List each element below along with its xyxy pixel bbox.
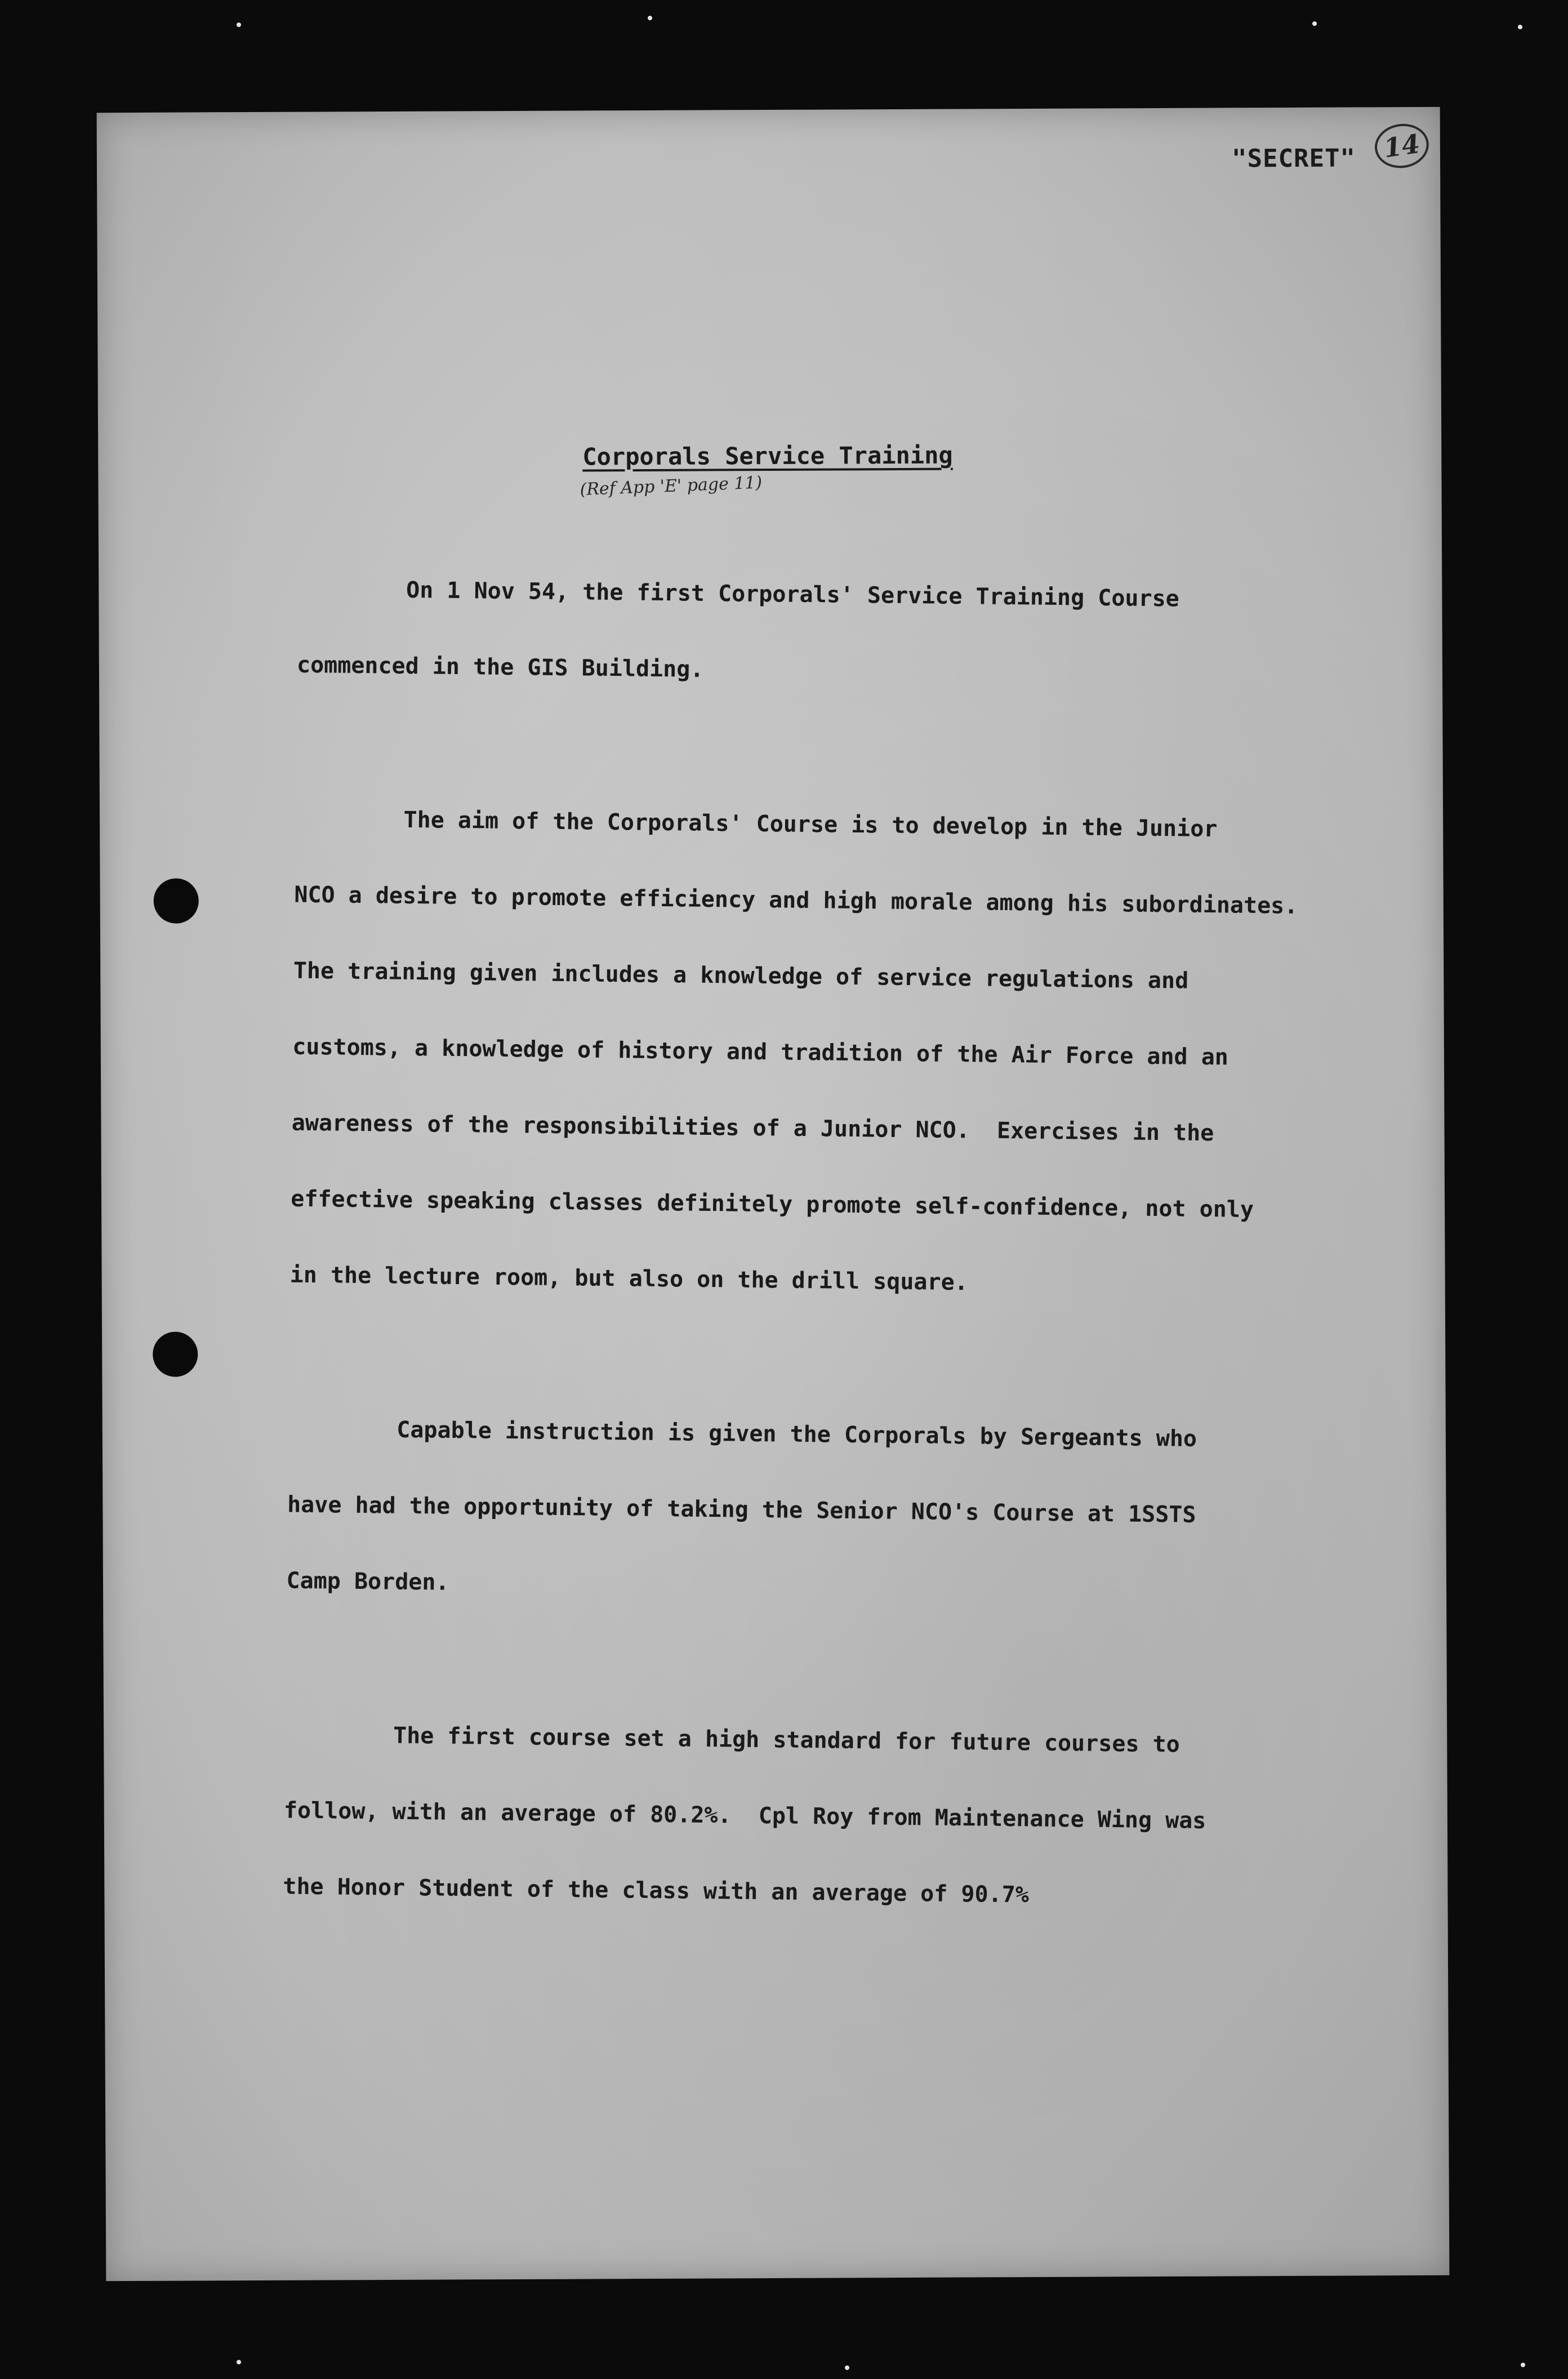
paragraph (296, 526, 1391, 741)
film-speck (237, 23, 241, 27)
binder-punch-hole (153, 1331, 198, 1376)
text-line: The training given includes a knowledge of service regulations and (293, 957, 1189, 994)
film-speck (845, 2365, 849, 2370)
text-line: follow, with an average of 80.2%. Cpl Roy from Maintenance Wing was (283, 1797, 1206, 1834)
text-line: have had the opportunity of taking the Senior NCO's Course at 1SSTS (287, 1491, 1196, 1528)
text-line: The first course set a high standard for future courses to (284, 1721, 1181, 1758)
film-speck (237, 2360, 241, 2364)
text-line: The aim of the Corporals' Course is to develop in the Junior (295, 805, 1218, 843)
film-speck (648, 16, 652, 20)
text-line: the Honor Student of the class with an average of 90.7% (283, 1873, 1030, 1908)
film-speck (1312, 21, 1317, 26)
paragraph (286, 1366, 1381, 1657)
binder-punch-hole (154, 878, 199, 923)
text-line: effective speaking classes definitely promote self-confidence, not only (290, 1186, 1254, 1223)
paragraph (289, 756, 1388, 1351)
text-line: commenced in the GIS Building. (296, 652, 704, 683)
text-line: NCO a desire to promote efficiency and high morale among his subordinates. (294, 881, 1298, 919)
document-page (97, 107, 1450, 2281)
security-classification: "SECRET" (1231, 144, 1356, 173)
film-speck (1521, 2363, 1525, 2367)
text-line: awareness of the responsibilities of a Junior NCO. Exercises in the (291, 1110, 1214, 1147)
text-line: Camp Borden. (286, 1567, 449, 1596)
text-line: in the lecture room, but also on the drill square. (289, 1262, 969, 1296)
document-body (282, 526, 1391, 1990)
paragraph (282, 1672, 1378, 1963)
text-line: On 1 Nov 54, the first Corporals' Service Training Course (297, 576, 1180, 612)
handwritten-reference: (Ref App 'E' page 11) (579, 473, 763, 500)
document-title: Corporals Service Training (582, 441, 953, 471)
text-line: customs, a knowledge of history and tradition of the Air Force and an (292, 1033, 1229, 1071)
film-speck (1518, 25, 1522, 29)
text-line: Capable instruction is given the Corporals by Sergeants who (288, 1415, 1197, 1452)
circled-page-number: 14 (1372, 121, 1432, 172)
